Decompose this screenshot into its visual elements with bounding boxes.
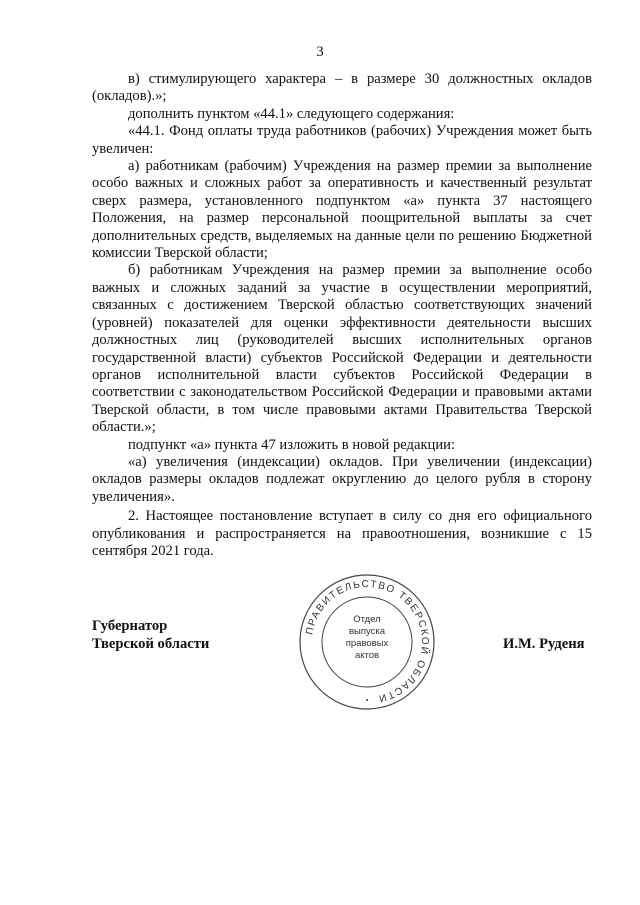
signer-title-line1: Губернатор [92, 618, 168, 634]
stamp-line: правовых [345, 638, 389, 649]
signer-name: И.М. Руденя [503, 636, 585, 652]
page-number: 3 [316, 44, 324, 60]
stamp-ring-text: ПРАВИТЕЛЬСТВО ТВЕРСКОЙ ОБЛАСТИ [304, 578, 431, 704]
signer-title-line2: Тверской области [92, 636, 210, 652]
paragraph: «44.1. Фонд оплаты труда работников (рабочих) Учреждения может быть увеличен: [92, 123, 592, 157]
paragraph: 2. Настоящее постановление вступает в силу со дня его официального опубликования и распространяется на правоотношения, возникшие с 15 сентября 2021 года. [92, 508, 592, 559]
paragraph: «а) увеличения (индексации) окладов. При увеличении (индексации) окладов размеры окладов подлежат округлению до целого рубля в сторону увеличения». [92, 453, 592, 505]
signer-title [92, 617, 209, 653]
stamp-line: Отдел [353, 614, 381, 625]
document-body [92, 71, 592, 560]
stamp-inner-text [327, 614, 407, 662]
stamp-line: актов [354, 650, 380, 661]
official-stamp [297, 572, 437, 712]
paragraph: а) работникам (рабочим) Учреждения на размер премии за выполнение особо важных и сложных работ за оперативность и качественный результат сверх размера, установленного подпунктом «а» пункта 37 настоящего Положения, на размер персональной поощрительной выплаты за счет дополнительных средств, выделяемых на данные цели по решению Бюджетной комиссии Тверской области; [92, 158, 592, 262]
paragraph: подпункт «а» пункта 47 изложить в новой редакции: [128, 436, 456, 453]
paragraph: б) работникам Учреждения на размер премии за выполнение особо важных и сложных заданий за участие в осуществлении мероприятий, связанных с достижением Тверской областью соответствующих значений (уровней) показателей для оценки эффективности деятельности высших должностных лиц (руководителей высших исполнительных органов государственной власти) субъектов Российской Федерации и деятельности органов исполнительной власти субъектов Российской Федерации в соответствии с законодательством Российской Федерации и правовыми актами Тверской области, в том числе правовыми актами Правительства Тверской области.»; [92, 262, 592, 436]
paragraph: в) стимулирующего характера – в размере 30 должностных окладов (окладов).»; [92, 71, 592, 105]
svg-text:•: • [365, 696, 369, 705]
paragraph: дополнить пунктом «44.1» следующего содержания: [128, 105, 455, 122]
stamp-line: выпуска [348, 626, 386, 637]
